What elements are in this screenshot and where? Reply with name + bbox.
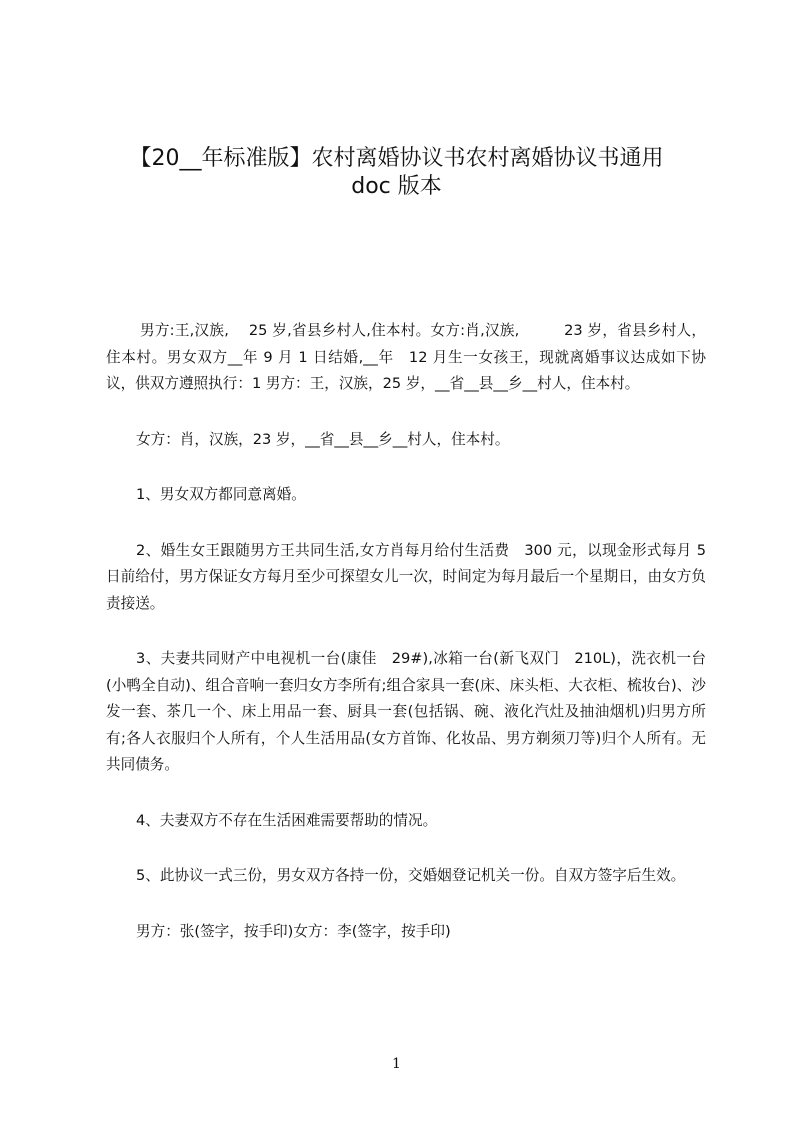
title-line-1: 【20__年标准版】农村离婚协议书农村离婚协议书通用 xyxy=(129,146,664,171)
page-number: 1 xyxy=(392,1056,401,1072)
paragraph-parties: 男方:王,汉族, 25 岁,省县乡村人,住本村。女方:肖,汉族, 23 岁，省县乡村人，住本村。男女双方__年 9 月 1 日结婚,__年 12 月生一女孩王，现就离婚事议达成如下协议，供双方遵照执行：1 男方：王，汉族，25 岁，__省__县__乡__村人，住本村。 xyxy=(106,322,706,392)
paragraph-clause-3: 3、夫妻共同财产中电视机一台(康佳 29#),冰箱一台(新飞双门 210L)，洗衣机一台(小鸭全自动)、组合音响一套归女方李所有;组合家具一套(床、床头柜、大衣柜、梳妆台)、沙发一套、茶几一个、床上用品一套、厨具一套(包括锅、碗、液化汽灶及抽油烟机)归男方所有;各人衣服归个人所有，个人生活用品(女方首饰、化妆品、男方剃须刀等)归个人所有。无共同债务。 xyxy=(106,650,706,773)
paragraph-signatures: 男方：张(签字，按手印)女方：李(签字，按手印) xyxy=(136,922,451,940)
title-line-2: doc 版本 xyxy=(351,174,442,199)
paragraph-clause-5: 5、此协议一式三份，男女双方各持一份，交婚姻登记机关一份。自双方签字后生效。 xyxy=(136,867,686,884)
paragraph-clause-1: 1、男女双方都同意离婚。 xyxy=(136,486,306,503)
paragraph-clause-2: 2、婚生女王跟随男方王共同生活,女方肖每月给付生活费 300 元，以现金形式每月 5 日前给付，男方保证女方每月至少可探望女儿一次，时间定为每月最后一个星期日，由女方负责接送。 xyxy=(106,541,706,612)
document-title xyxy=(60,145,733,201)
paragraph-clause-4: 4、夫妻双方不存在生活困难需要帮助的情况。 xyxy=(136,811,438,829)
document-body xyxy=(106,318,706,974)
paragraph-woman-info: 女方：肖，汉族，23 岁，__省__县__乡__村人，住本村。 xyxy=(136,430,510,448)
